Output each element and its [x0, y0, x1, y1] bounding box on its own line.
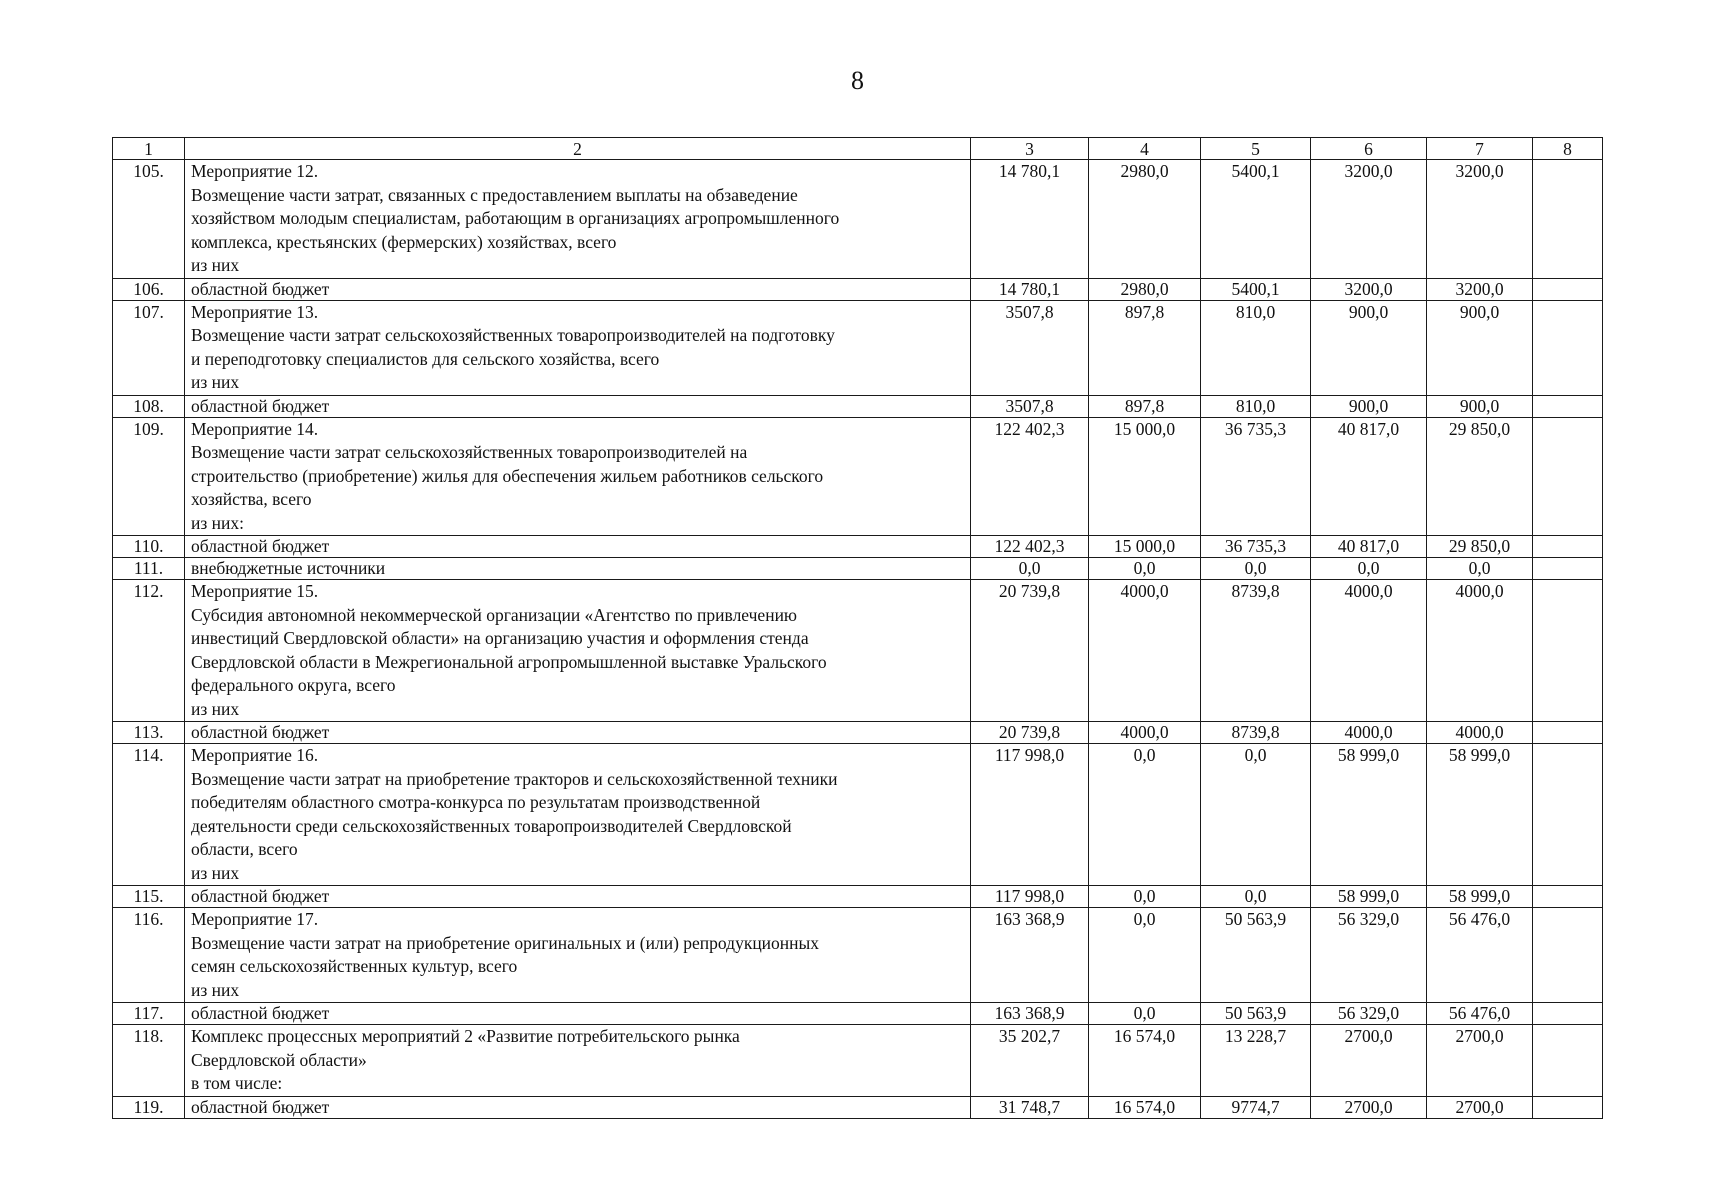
- table-row: [113, 580, 1603, 722]
- column-header-row: [113, 138, 1603, 160]
- description-line: областной бюджет: [191, 1096, 330, 1117]
- row-description: [185, 536, 971, 558]
- value-cell-col5: 36 735,3: [1201, 417, 1311, 536]
- description-line: областной бюджет: [191, 536, 330, 556]
- value-cell-col4: 16 574,0: [1089, 1025, 1201, 1097]
- table-row: [113, 908, 1603, 1003]
- row-number: 107.: [113, 300, 185, 395]
- description-line: Возмещение части затрат сельскохозяйственных товаропроизводителей на подготовку: [191, 325, 835, 345]
- row-number: 110.: [113, 536, 185, 558]
- value-cell-col8: [1533, 1096, 1603, 1118]
- value-cell-col8: [1533, 1025, 1603, 1097]
- value-cell-col5: 50 563,9: [1201, 908, 1311, 1003]
- value-cell-col4: 0,0: [1089, 744, 1201, 886]
- row-number: 114.: [113, 744, 185, 886]
- value-cell-col8: [1533, 417, 1603, 536]
- description-line: в том числе:: [191, 1073, 283, 1093]
- description-line: Субсидия автономной некоммерческой организации «Агентство по привлечению: [191, 604, 798, 625]
- row-description: [185, 395, 971, 417]
- page-number: 8: [851, 66, 864, 95]
- description-line: из них: [191, 372, 240, 392]
- value-cell-col3: 31 748,7: [971, 1096, 1089, 1118]
- description-line: Возмещение части затрат на приобретение тракторов и сельскохозяйственной техники: [191, 768, 838, 789]
- value-cell-col4: 15 000,0: [1089, 417, 1201, 536]
- table-row: [113, 886, 1603, 908]
- value-cell-col3: 3507,8: [971, 395, 1089, 417]
- value-cell-col4: 16 574,0: [1089, 1096, 1201, 1118]
- value-cell-col4: 4000,0: [1089, 722, 1201, 744]
- value-cell-col6: 4000,0: [1311, 722, 1427, 744]
- row-description: [185, 908, 971, 1003]
- value-cell-col8: [1533, 300, 1603, 395]
- description-line: из них:: [191, 512, 244, 533]
- value-cell-col3: 3507,8: [971, 300, 1089, 395]
- value-cell-col8: [1533, 558, 1603, 580]
- row-description: [185, 558, 971, 580]
- row-number: 115.: [113, 886, 185, 908]
- row-description: [185, 278, 971, 300]
- description-line: области, всего: [191, 839, 298, 859]
- value-cell-col6: 40 817,0: [1311, 417, 1427, 536]
- table-row: [113, 1003, 1603, 1025]
- value-cell-col7: 900,0: [1427, 395, 1533, 417]
- value-cell-col3: 122 402,3: [971, 417, 1089, 536]
- description-line: и переподготовку специалистов для сельского хозяйства, всего: [191, 348, 660, 369]
- description-line: областной бюджет: [191, 278, 330, 299]
- row-number: 113.: [113, 722, 185, 744]
- table-row: [113, 395, 1603, 417]
- value-cell-col6: 40 817,0: [1311, 536, 1427, 558]
- column-header: 3: [971, 138, 1089, 160]
- description-line: Мероприятие 17.: [191, 909, 319, 929]
- value-cell-col6: 58 999,0: [1311, 744, 1427, 886]
- value-cell-col3: 35 202,7: [971, 1025, 1089, 1097]
- value-cell-col5: 50 563,9: [1201, 1003, 1311, 1025]
- description-line: победителям областного смотра-конкурса по результатам производственной: [191, 792, 761, 812]
- description-line: Возмещение части затрат сельскохозяйственных товаропроизводителей на: [191, 442, 748, 462]
- row-number: 111.: [113, 558, 185, 580]
- row-description: [185, 722, 971, 744]
- description-line: областной бюджет: [191, 1003, 330, 1023]
- column-header: 1: [113, 138, 185, 160]
- value-cell-col7: 3200,0: [1427, 278, 1533, 300]
- column-header: 2: [185, 138, 971, 160]
- description-line: инвестиций Свердловской области» на организацию участия и оформления стенда: [191, 628, 809, 648]
- column-header: 5: [1201, 138, 1311, 160]
- description-line: Мероприятие 14.: [191, 418, 319, 439]
- row-description: [185, 160, 971, 279]
- value-cell-col7: 29 850,0: [1427, 417, 1533, 536]
- value-cell-col4: 15 000,0: [1089, 536, 1201, 558]
- value-cell-col7: 3200,0: [1427, 160, 1533, 279]
- value-cell-col3: 20 739,8: [971, 722, 1089, 744]
- value-cell-col4: 2980,0: [1089, 160, 1201, 279]
- description-line: из них: [191, 979, 240, 1000]
- value-cell-col5: 810,0: [1201, 300, 1311, 395]
- description-line: внебюджетные источники: [191, 558, 386, 578]
- row-description: [185, 1096, 971, 1118]
- value-cell-col7: 2700,0: [1427, 1025, 1533, 1097]
- value-cell-col7: 900,0: [1427, 300, 1533, 395]
- row-description: [185, 300, 971, 395]
- description-line: из них: [191, 255, 240, 275]
- value-cell-col5: 36 735,3: [1201, 536, 1311, 558]
- column-header: 6: [1311, 138, 1427, 160]
- table-row: [113, 300, 1603, 395]
- value-cell-col6: 58 999,0: [1311, 886, 1427, 908]
- row-description: [185, 417, 971, 536]
- value-cell-col6: 56 329,0: [1311, 908, 1427, 1003]
- value-cell-col7: 56 476,0: [1427, 1003, 1533, 1025]
- table-row: [113, 1025, 1603, 1097]
- table-row: [113, 417, 1603, 536]
- value-cell-col7: 4000,0: [1427, 722, 1533, 744]
- value-cell-col3: 117 998,0: [971, 744, 1089, 886]
- value-cell-col8: [1533, 744, 1603, 886]
- value-cell-col4: 0,0: [1089, 886, 1201, 908]
- description-line: семян сельскохозяйственных культур, всего: [191, 956, 518, 976]
- value-cell-col8: [1533, 722, 1603, 744]
- value-cell-col5: 810,0: [1201, 395, 1311, 417]
- value-cell-col3: 20 739,8: [971, 580, 1089, 722]
- value-cell-col3: 14 780,1: [971, 160, 1089, 279]
- value-cell-col8: [1533, 395, 1603, 417]
- table-row: [113, 160, 1603, 279]
- row-number: 112.: [113, 580, 185, 722]
- value-cell-col7: 4000,0: [1427, 580, 1533, 722]
- value-cell-col3: 14 780,1: [971, 278, 1089, 300]
- description-line: комплекса, крестьянских (фермерских) хозяйствах, всего: [191, 231, 617, 252]
- description-line: хозяйством молодым специалистам, работающим в организациях агропромышленного: [191, 208, 840, 228]
- column-header: 8: [1533, 138, 1603, 160]
- value-cell-col8: [1533, 536, 1603, 558]
- value-cell-col8: [1533, 908, 1603, 1003]
- value-cell-col7: 2700,0: [1427, 1096, 1533, 1118]
- value-cell-col6: 900,0: [1311, 395, 1427, 417]
- value-cell-col5: 5400,1: [1201, 278, 1311, 300]
- value-cell-col5: 0,0: [1201, 558, 1311, 580]
- value-cell-col6: 0,0: [1311, 558, 1427, 580]
- row-number: 109.: [113, 417, 185, 536]
- value-cell-col6: 2700,0: [1311, 1025, 1427, 1097]
- value-cell-col8: [1533, 886, 1603, 908]
- value-cell-col6: 3200,0: [1311, 160, 1427, 279]
- value-cell-col4: 2980,0: [1089, 278, 1201, 300]
- description-line: Мероприятие 15.: [191, 581, 319, 601]
- description-line: строительство (приобретение) жилья для обеспечения жильем работников сельского: [191, 465, 824, 486]
- row-number: 116.: [113, 908, 185, 1003]
- description-line: деятельности среди сельскохозяйственных товаропроизводителей Свердловской: [191, 815, 792, 836]
- column-header: 7: [1427, 138, 1533, 160]
- description-line: Мероприятие 13.: [191, 301, 319, 322]
- description-line: Возмещение части затрат на приобретение оригинальных и (или) репродукционных: [191, 932, 820, 953]
- value-cell-col6: 900,0: [1311, 300, 1427, 395]
- value-cell-col4: 0,0: [1089, 908, 1201, 1003]
- description-line: Мероприятие 12.: [191, 161, 319, 181]
- value-cell-col3: 163 368,9: [971, 908, 1089, 1003]
- table-row: [113, 744, 1603, 886]
- value-cell-col5: 0,0: [1201, 744, 1311, 886]
- value-cell-col5: 13 228,7: [1201, 1025, 1311, 1097]
- description-line: из них: [191, 862, 240, 883]
- row-number: 106.: [113, 278, 185, 300]
- description-line: областной бюджет: [191, 395, 330, 416]
- column-header: 4: [1089, 138, 1201, 160]
- value-cell-col5: 0,0: [1201, 886, 1311, 908]
- value-cell-col4: 4000,0: [1089, 580, 1201, 722]
- value-cell-col8: [1533, 1003, 1603, 1025]
- value-cell-col6: 2700,0: [1311, 1096, 1427, 1118]
- value-cell-col7: 0,0: [1427, 558, 1533, 580]
- row-description: [185, 1025, 971, 1097]
- value-cell-col3: 122 402,3: [971, 536, 1089, 558]
- value-cell-col5: 8739,8: [1201, 580, 1311, 722]
- value-cell-col4: 0,0: [1089, 1003, 1201, 1025]
- value-cell-col3: 0,0: [971, 558, 1089, 580]
- value-cell-col6: 3200,0: [1311, 278, 1427, 300]
- value-cell-col8: [1533, 580, 1603, 722]
- table-row: [113, 722, 1603, 744]
- value-cell-col5: 8739,8: [1201, 722, 1311, 744]
- description-line: областной бюджет: [191, 722, 330, 742]
- description-line: областной бюджет: [191, 886, 330, 906]
- row-number: 118.: [113, 1025, 185, 1097]
- row-description: [185, 886, 971, 908]
- table-row: [113, 1096, 1603, 1118]
- value-cell-col3: 117 998,0: [971, 886, 1089, 908]
- value-cell-col4: 897,8: [1089, 300, 1201, 395]
- budget-table: [112, 137, 1603, 1119]
- row-description: [185, 580, 971, 722]
- description-line: Комплекс процессных мероприятий 2 «Развитие потребительского рынка: [191, 1026, 740, 1046]
- table-row: [113, 536, 1603, 558]
- value-cell-col6: 4000,0: [1311, 580, 1427, 722]
- description-line: хозяйства, всего: [191, 489, 312, 509]
- value-cell-col6: 56 329,0: [1311, 1003, 1427, 1025]
- value-cell-col5: 5400,1: [1201, 160, 1311, 279]
- row-description: [185, 744, 971, 886]
- description-line: федерального округа, всего: [191, 675, 396, 695]
- value-cell-col5: 9774,7: [1201, 1096, 1311, 1118]
- row-number: 105.: [113, 160, 185, 279]
- value-cell-col7: 58 999,0: [1427, 744, 1533, 886]
- description-line: из них: [191, 698, 240, 719]
- value-cell-col4: 0,0: [1089, 558, 1201, 580]
- row-number: 108.: [113, 395, 185, 417]
- row-number: 117.: [113, 1003, 185, 1025]
- table-row: [113, 278, 1603, 300]
- value-cell-col7: 56 476,0: [1427, 908, 1533, 1003]
- description-line: Свердловской области»: [191, 1049, 367, 1070]
- value-cell-col8: [1533, 278, 1603, 300]
- value-cell-col4: 897,8: [1089, 395, 1201, 417]
- value-cell-col3: 163 368,9: [971, 1003, 1089, 1025]
- value-cell-col7: 29 850,0: [1427, 536, 1533, 558]
- description-line: Свердловской области в Межрегиональной агропромышленной выставке Уральского: [191, 651, 827, 672]
- row-description: [185, 1003, 971, 1025]
- value-cell-col7: 58 999,0: [1427, 886, 1533, 908]
- table-row: [113, 558, 1603, 580]
- value-cell-col8: [1533, 160, 1603, 279]
- description-line: Мероприятие 16.: [191, 745, 319, 765]
- row-number: 119.: [113, 1096, 185, 1118]
- description-line: Возмещение части затрат, связанных с предоставлением выплаты на обзаведение: [191, 184, 798, 205]
